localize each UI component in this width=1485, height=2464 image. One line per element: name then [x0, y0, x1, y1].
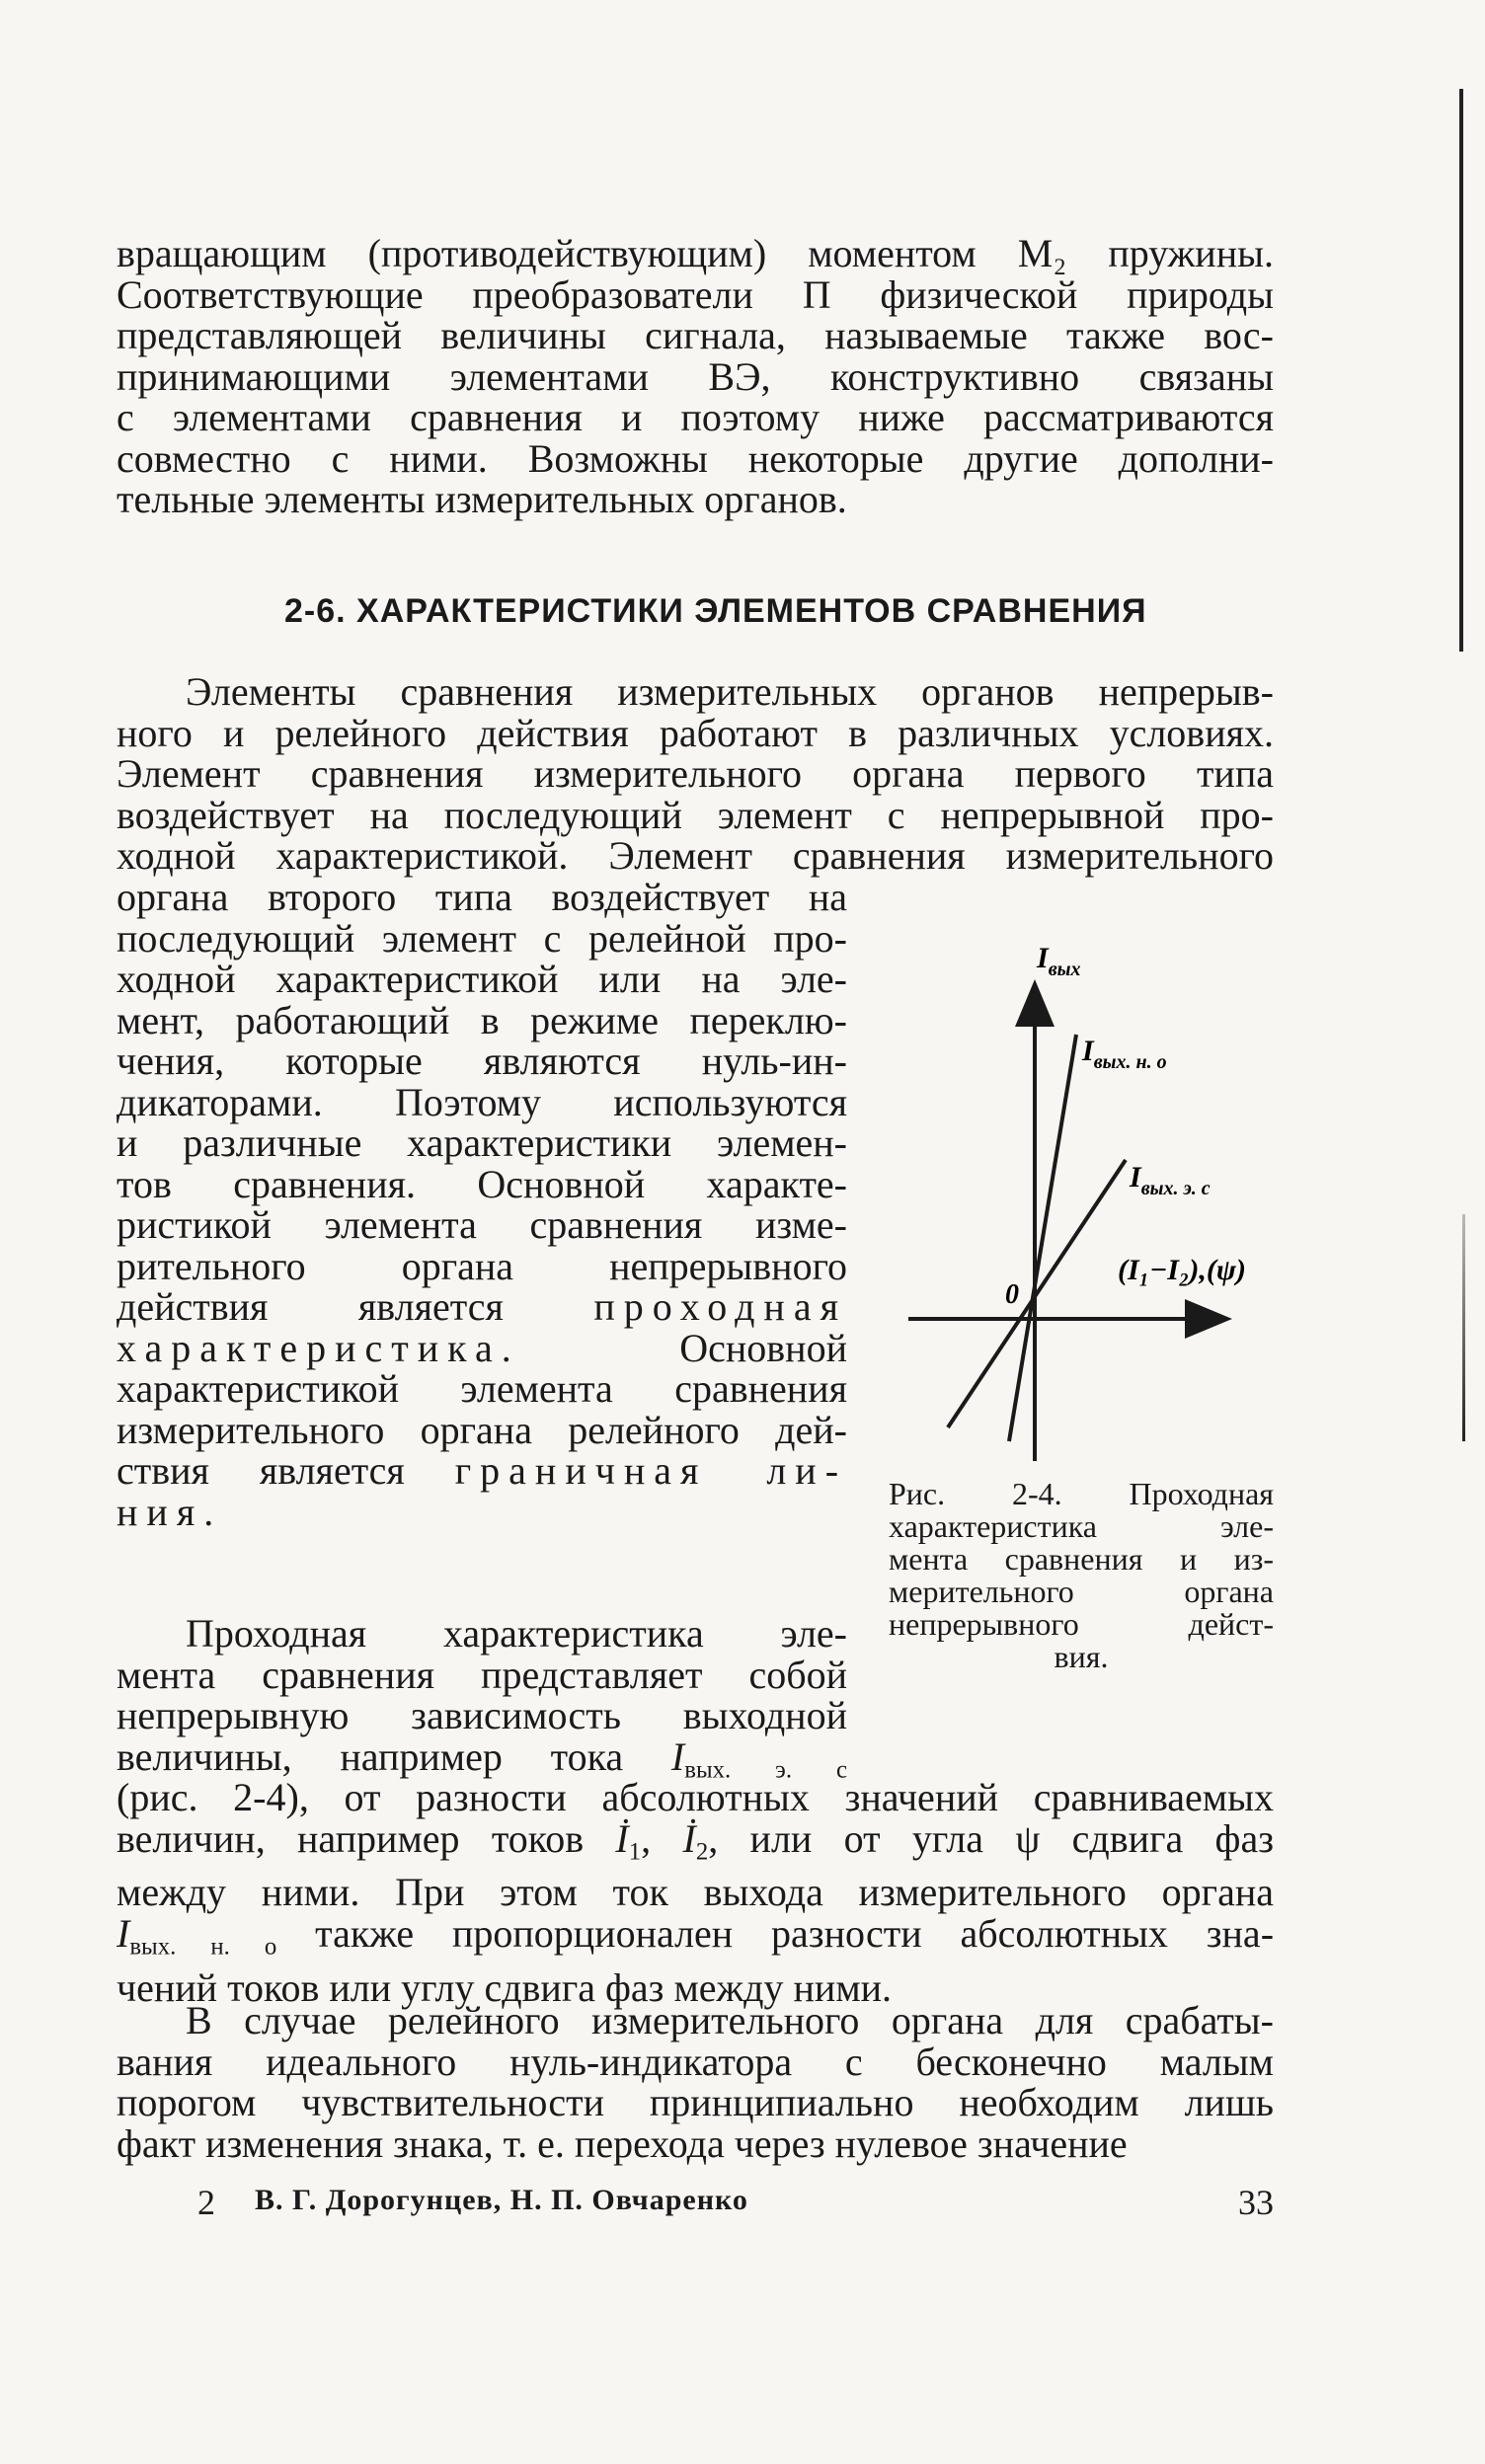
text-line [117, 1325, 847, 1370]
text-fragment: величины, например тока [117, 1733, 624, 1779]
text-line: ного и релейного действия работают в различных условиях. [117, 710, 1274, 755]
text-line: тов сравнения. Основной характе- [117, 1161, 847, 1206]
text-line: характеристикой элемента сравнения [117, 1366, 847, 1411]
text-line: принимающими элементами ВЭ, конструктивно связаны [117, 353, 1274, 399]
text-line: представляющей величины сигнала, называемые также вос- [117, 313, 1274, 357]
paragraph-intro [117, 233, 1274, 520]
footer-authors: В. Г. Дорогунцев, Н. П. Овчаренко [255, 2184, 748, 2216]
text-line: ходной характеристикой или на эле- [117, 957, 847, 1001]
text-line: Элементы сравнения измерительных органов непрерыв- [186, 669, 1274, 714]
text-fragment: величин, например токов [117, 1815, 585, 1861]
signature-number: 2 [197, 2183, 215, 2222]
text-line: В случае релейного измерительного органа для срабаты- [186, 1998, 1274, 2042]
text-line: порогом чувствительности принципиально необходим лишь [117, 2080, 1274, 2124]
subscript: вых. н. о [129, 1933, 277, 1961]
text-line: дикаторами. Поэтому используются [117, 1079, 847, 1124]
text-line: мента сравнения представляет собой [117, 1652, 847, 1697]
text-line [117, 1910, 1275, 1967]
label-x: (I₁−I₂),(ψ) [1118, 1254, 1246, 1286]
caption-line: мента сравнения и из- [889, 1541, 1274, 1577]
text-line: совместно с ними. Возможны некоторые другие дополни- [117, 435, 1274, 481]
column-text [117, 877, 847, 1532]
text-line: ния. [117, 1489, 223, 1534]
section-heading: 2-6. ХАРАКТЕРИСТИКИ ЭЛЕМЕНТОВ СРАВНЕНИЯ [284, 592, 1147, 630]
text-line: чений токов или углу сдвига фаз между ними. [117, 1964, 893, 2010]
text-fragment: ствия является [117, 1448, 405, 1493]
text-line: ристикой элемента сравнения изме- [117, 1202, 847, 1247]
current-symbol: İ [615, 1815, 629, 1861]
column-text-2 [117, 1613, 847, 1790]
text-line: вращающим (противодействующим) моментом М₂ пружины. [117, 231, 1274, 275]
text-line: с элементами сравнения и поэтому ниже рассматриваются [117, 395, 1274, 439]
text-line: величин, например токов $İ_1$, $İ_2$, или от угла ψ сдвига фаз [117, 1815, 1275, 1865]
spaced-term: граничная ли- [454, 1448, 848, 1493]
current-symbol: I [117, 1910, 130, 1956]
text-line: между ними. При этом ток выхода измерительного органа [117, 1870, 1274, 1915]
text-line: непрерывную зависимость выходной [117, 1693, 847, 1737]
text-line: рительного органа непрерывного [117, 1243, 847, 1288]
text-line [117, 1450, 847, 1492]
subscript: 1 [628, 1837, 642, 1865]
paragraph-relay [117, 2000, 1274, 2164]
text-line: тельные элементы измерительных органов. [117, 477, 847, 521]
figure-caption [889, 1478, 1274, 1673]
text-line: ходной характеристикой. Элемент сравнения измерительного [117, 833, 1274, 878]
text-line: (рис. 2-4), от разности абсолютных значений сравниваемых [117, 1775, 1274, 1819]
text-line: Соответствующие преобразователи П физической природы [117, 271, 1274, 317]
text-line: органа второго типа воздействует на [117, 875, 847, 919]
text-line: и различные характеристики элемен- [117, 1120, 847, 1165]
subscript: 2 [695, 1837, 709, 1865]
text-line: последующий элемент с релейной про- [117, 915, 847, 961]
label-y: $I_{вых}$ [1037, 942, 1081, 980]
spaced-term: проходная [593, 1284, 847, 1329]
transfer-characteristic-figure [889, 928, 1303, 1481]
spaced-term: характеристика. [117, 1325, 520, 1370]
text-line: чения, которые являются нуль-ин- [117, 1039, 847, 1083]
caption-line: мерительного органа [889, 1574, 1274, 1609]
caption-line: непрерывного дейст- [889, 1606, 1274, 1642]
page-edge-shadow-lower [1462, 1214, 1465, 1441]
label-es: $I_{вых. э. с}$ [1130, 1161, 1211, 1199]
caption-line: вия. [1054, 1639, 1109, 1674]
paragraph-elements [117, 671, 1274, 877]
current-symbol: I [670, 1733, 685, 1779]
label-origin: 0 [1005, 1279, 1019, 1310]
subscript: вых. э. с [684, 1755, 847, 1783]
text-line: Проходная характеристика эле- [186, 1611, 847, 1656]
current-symbol: İ [682, 1815, 696, 1861]
label-ko: $I_{вых. н. о}$ [1082, 1035, 1167, 1073]
page-edge-shadow [1459, 89, 1463, 652]
text-line: воздействует на последующий элемент с непрерывной про- [117, 792, 1274, 837]
caption-line: характеристика эле- [889, 1508, 1274, 1544]
caption-line: Рис. 2-4. Проходная [889, 1476, 1274, 1511]
paragraph-transfer [117, 1777, 1274, 2008]
text-fragment: действия является [117, 1284, 504, 1329]
text-line: факт изменения знака, т. е. перехода через нулевое значение [117, 2120, 1128, 2166]
text-line: мент, работающий в режиме переклю- [117, 997, 847, 1042]
text-line: вания идеального нуль-индикатора с бесконечно малым [117, 2039, 1274, 2084]
page-number: 33 [1238, 2183, 1274, 2222]
text-fragment: Основной [679, 1325, 847, 1370]
text-line: Элемент сравнения измерительного органа первого типа [117, 751, 1274, 796]
characteristic-line-ko [1009, 1035, 1076, 1441]
text-fragment: также пропорционален разности абсолютных зна- [315, 1910, 1275, 1956]
text-fragment: или от угла ψ сдвига фаз [749, 1815, 1275, 1861]
text-line: измерительного органа релейного дей- [117, 1407, 847, 1452]
text-line [117, 1286, 847, 1328]
